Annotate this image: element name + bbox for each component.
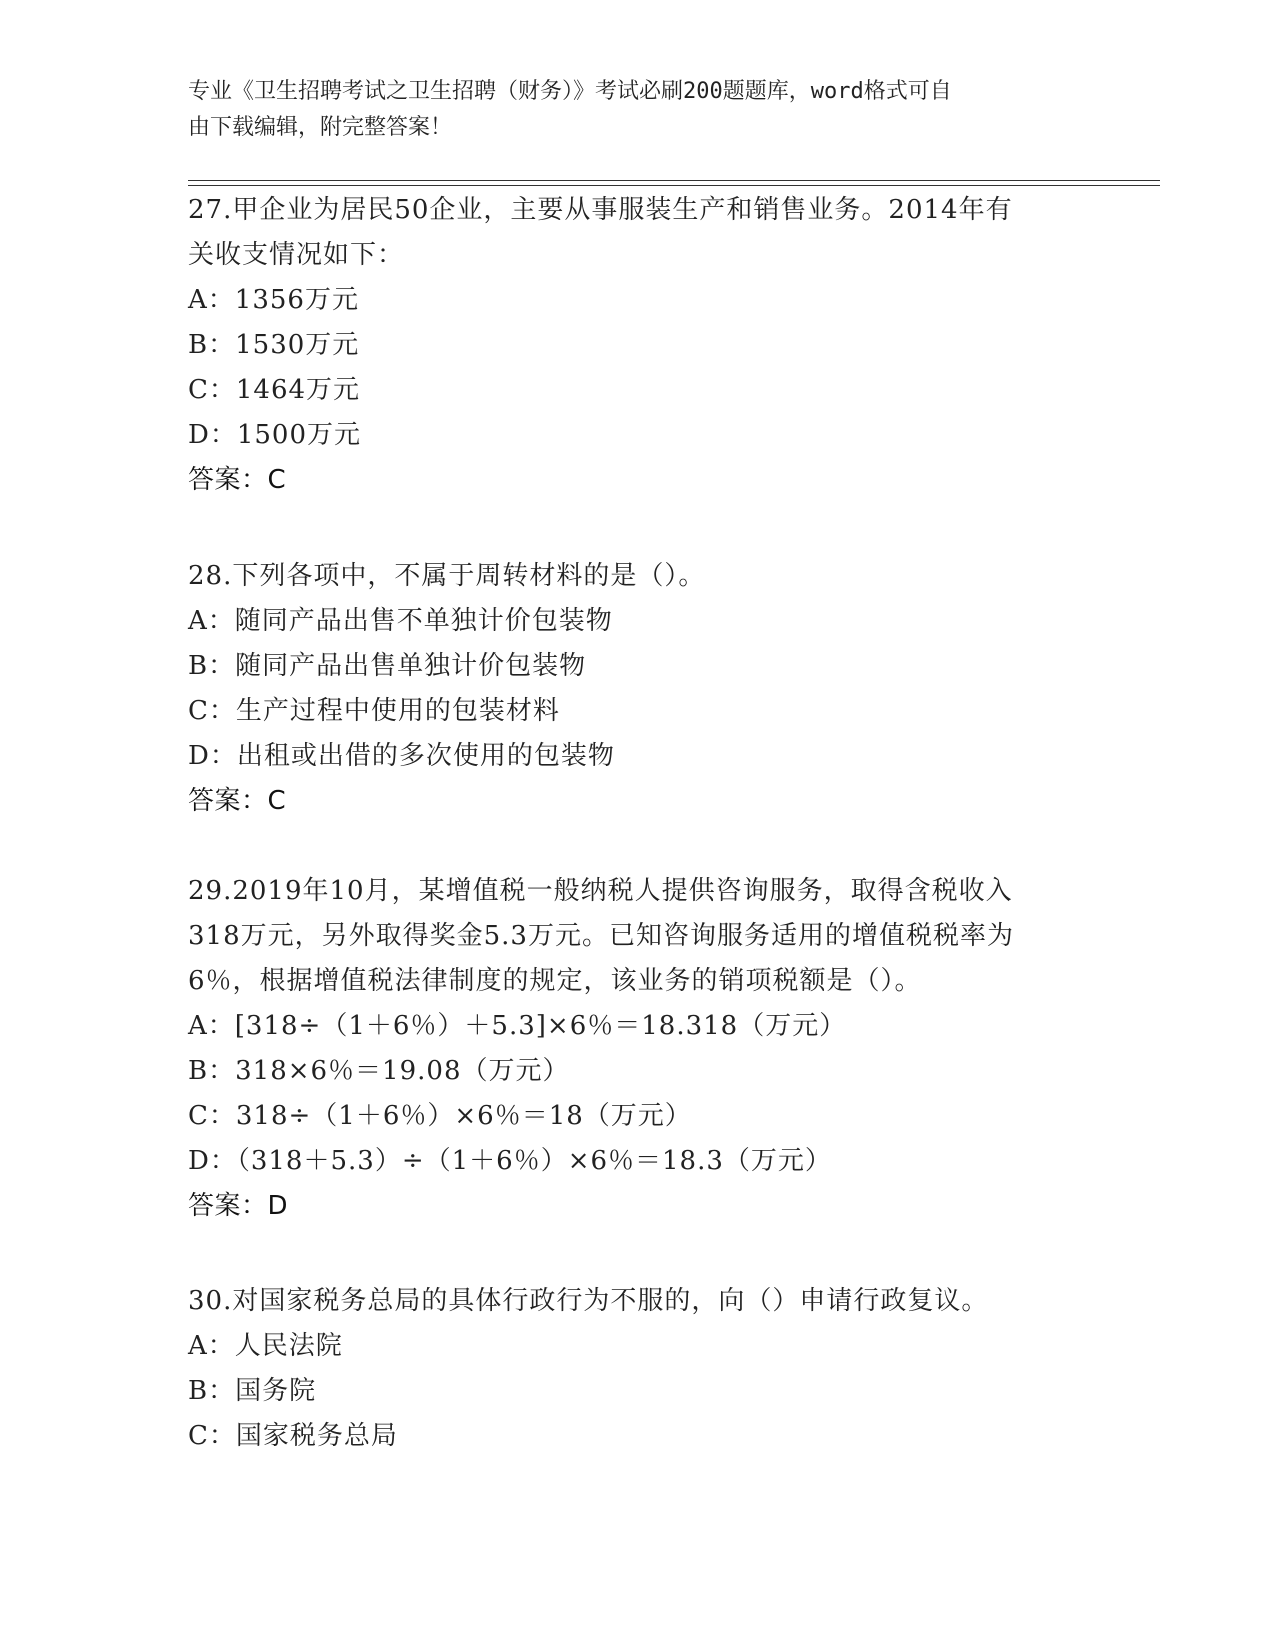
question-29 xyxy=(188,869,1088,1229)
option-c: C：1464万元 xyxy=(188,375,361,405)
stem-line: 30.对国家税务总局的具体行政行为不服的，向（）申请行政复议。 xyxy=(188,1286,989,1316)
option-b: B：318×6％＝19.08（万元） xyxy=(188,1056,570,1086)
header-line-1: 专业《卫生招聘考试之卫生招聘（财务）》考试必刷200题题库，word格式可自 xyxy=(188,79,952,104)
option-b: B：1530万元 xyxy=(188,330,360,360)
question-27 xyxy=(188,188,1088,503)
option-a: A：1356万元 xyxy=(188,285,359,315)
option-d: D：（318＋5.3）÷（1＋6％）×6％＝18.3（万元） xyxy=(188,1146,832,1176)
header-line-2: 由下载编辑，附完整答案！ xyxy=(188,115,453,140)
stem-line: 29.2019年10月，某增值税一般纳税人提供咨询服务，取得含税收入 xyxy=(188,876,1013,906)
option-c: C：生产过程中使用的包装材料 xyxy=(188,696,560,726)
option-a: A：[318÷（1＋6％）＋5.3]×6％＝18.318（万元） xyxy=(188,1011,847,1041)
question-28 xyxy=(188,554,1088,824)
answer-line: 答案：C xyxy=(188,465,287,495)
option-d: D：出租或出借的多次使用的包装物 xyxy=(188,741,615,771)
document-header xyxy=(188,74,1088,146)
stem-line: 27.甲企业为居民50企业，主要从事服装生产和销售业务。2014年有 xyxy=(188,195,1013,225)
option-b: B：随同产品出售单独计价包装物 xyxy=(188,651,587,681)
stem-line: 6％，根据增值税法律制度的规定，该业务的销项税额是（）。 xyxy=(188,966,922,996)
answer-line: 答案：D xyxy=(188,1191,289,1221)
option-c: C：国家税务总局 xyxy=(188,1421,398,1451)
header-divider-top xyxy=(188,180,1160,181)
question-stem xyxy=(188,188,1088,278)
option-d: D：1500万元 xyxy=(188,420,362,450)
stem-line: 318万元，另外取得奖金5.3万元。已知咨询服务适用的增值税税率为 xyxy=(188,921,1014,951)
stem-line: 28.下列各项中，不属于周转材料的是（）。 xyxy=(188,561,706,591)
option-a: A：随同产品出售不单独计价包装物 xyxy=(188,606,613,636)
option-b: B：国务院 xyxy=(188,1376,317,1406)
question-stem xyxy=(188,869,1088,1004)
question-stem xyxy=(188,1279,1088,1324)
option-c: C：318÷（1＋6％）×6％＝18（万元） xyxy=(188,1101,692,1131)
question-stem xyxy=(188,554,1088,599)
question-30 xyxy=(188,1279,1088,1459)
answer-line: 答案：C xyxy=(188,786,287,816)
header-divider-bottom xyxy=(188,185,1160,186)
option-a: A：人民法院 xyxy=(188,1331,343,1361)
stem-line: 关收支情况如下： xyxy=(188,240,405,270)
